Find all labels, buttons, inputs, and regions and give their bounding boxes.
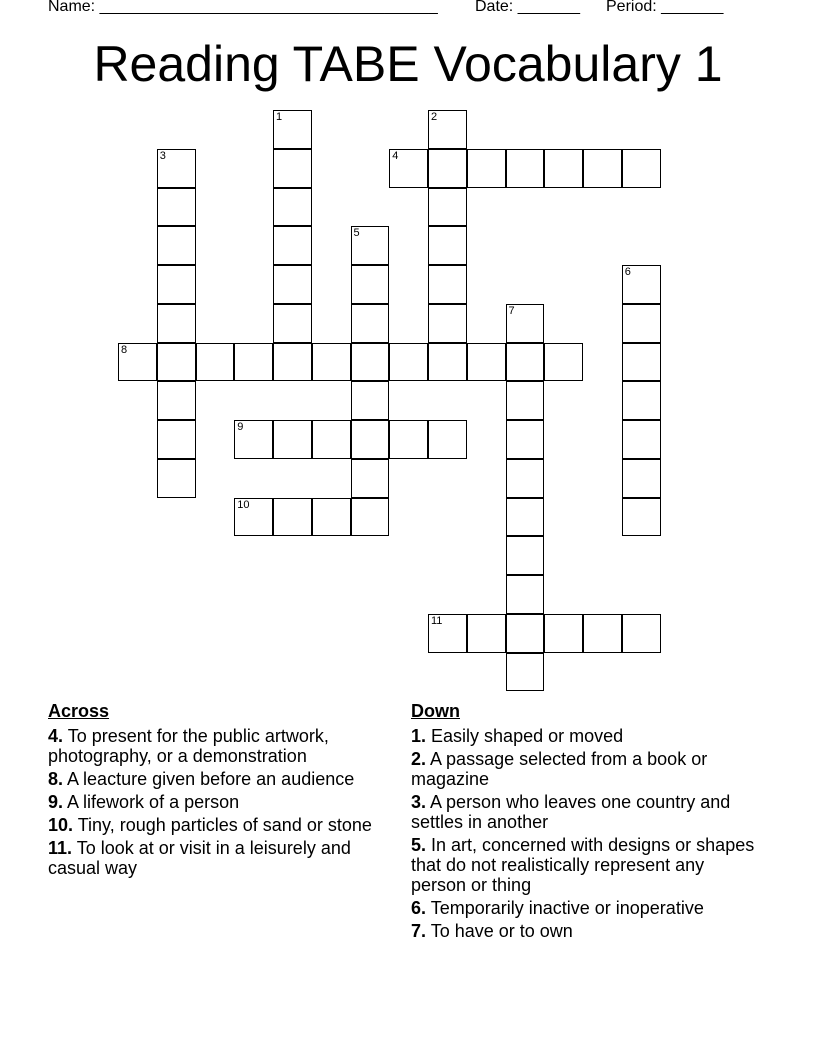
crossword-cell[interactable]	[428, 420, 467, 459]
crossword-cell[interactable]	[157, 149, 196, 188]
crossword-cell[interactable]	[583, 149, 622, 188]
crossword-cell[interactable]	[467, 149, 506, 188]
clue-number: 10	[237, 498, 250, 511]
clue-number: 3	[159, 149, 166, 162]
crossword-cell[interactable]	[428, 343, 467, 382]
crossword-cell[interactable]	[506, 149, 545, 188]
crossword-cell[interactable]	[622, 459, 661, 498]
crossword-cell[interactable]	[506, 381, 545, 420]
crossword-cell[interactable]	[467, 343, 506, 382]
crossword-cell[interactable]	[312, 343, 351, 382]
crossword-cell[interactable]	[467, 614, 506, 653]
crossword-cell[interactable]	[428, 265, 467, 304]
crossword-cell[interactable]	[196, 343, 235, 382]
crossword-cell[interactable]	[506, 459, 545, 498]
across-clues	[48, 700, 393, 881]
crossword-cell[interactable]	[622, 265, 661, 304]
crossword-cell[interactable]	[428, 188, 467, 227]
crossword-cell[interactable]	[157, 304, 196, 343]
clue-number: 6	[624, 266, 631, 278]
across-clue: 9. A lifework of a person	[48, 792, 240, 812]
clue-number: 4	[392, 149, 399, 162]
crossword-cell[interactable]	[273, 420, 312, 459]
crossword-cell[interactable]	[312, 420, 351, 459]
crossword-cell[interactable]	[351, 265, 390, 304]
crossword-cell[interactable]	[273, 110, 312, 149]
crossword-cell[interactable]	[506, 498, 545, 537]
across-clue: 4. To present for the public artwork, photography, or a demonstration	[48, 726, 329, 766]
crossword-cell[interactable]	[157, 459, 196, 498]
crossword-cell[interactable]	[273, 226, 312, 265]
crossword-cell[interactable]	[389, 343, 428, 382]
name-field-label[interactable]: Name: ______________________________________	[48, 0, 438, 15]
across-heading: Across	[48, 701, 110, 721]
crossword-cell[interactable]	[273, 188, 312, 227]
down-clues	[411, 700, 756, 944]
crossword-cell[interactable]	[583, 614, 622, 653]
crossword-cell[interactable]	[506, 653, 545, 692]
crossword-cell[interactable]	[157, 420, 196, 459]
page-title: Reading TABE Vocabulary 1	[93, 36, 723, 92]
clue-number: 5	[353, 227, 360, 240]
crossword-cell[interactable]	[118, 343, 157, 382]
crossword-cell[interactable]	[428, 614, 467, 653]
down-clue: 7. To have or to own	[411, 921, 573, 941]
crossword-cell[interactable]	[389, 149, 428, 188]
crossword-cell[interactable]	[506, 304, 545, 343]
crossword-cell[interactable]	[544, 343, 583, 382]
crossword-cell[interactable]	[273, 343, 312, 382]
down-clue: 3. A person who leaves one country and settles in another	[411, 792, 731, 832]
crossword-cell[interactable]	[351, 420, 390, 459]
crossword-cell[interactable]	[351, 226, 390, 265]
crossword-cell[interactable]	[622, 420, 661, 459]
clue-number: 9	[237, 421, 244, 433]
down-clue: 1. Easily shaped or moved	[411, 726, 624, 746]
crossword-cell[interactable]	[622, 381, 661, 420]
crossword-cell[interactable]	[506, 420, 545, 459]
crossword-cell[interactable]	[273, 498, 312, 537]
crossword-cell[interactable]	[273, 149, 312, 188]
crossword-cell[interactable]	[157, 381, 196, 420]
crossword-cell[interactable]	[157, 343, 196, 382]
crossword-cell[interactable]	[428, 304, 467, 343]
crossword-cell[interactable]	[389, 420, 428, 459]
crossword-cell[interactable]	[506, 536, 545, 575]
down-heading: Down	[411, 701, 460, 721]
clue-number: 7	[508, 304, 515, 317]
across-clue: 8. A leacture given before an audience	[48, 769, 355, 789]
crossword-cell[interactable]	[506, 614, 545, 653]
crossword-cell[interactable]	[157, 226, 196, 265]
crossword-cell[interactable]	[428, 149, 467, 188]
crossword-cell[interactable]	[351, 498, 390, 537]
crossword-cell[interactable]	[622, 614, 661, 653]
date-field-label[interactable]: Date: _______	[475, 0, 580, 15]
crossword-cell[interactable]	[622, 304, 661, 343]
crossword-cell[interactable]	[273, 265, 312, 304]
clue-number: 11	[431, 614, 443, 627]
crossword-cell[interactable]	[544, 614, 583, 653]
down-clue: 2. A passage selected from a book or magazine	[411, 749, 708, 789]
crossword-cell[interactable]	[622, 498, 661, 537]
clue-number: 2	[431, 111, 438, 123]
clue-number: 1	[276, 111, 283, 123]
crossword-cell[interactable]	[157, 265, 196, 304]
across-clue: 10. Tiny, rough particles of sand or stone	[48, 815, 372, 835]
crossword-cell[interactable]	[234, 343, 273, 382]
crossword-cell[interactable]	[351, 343, 390, 382]
crossword-cell[interactable]	[157, 188, 196, 227]
crossword-cell[interactable]	[351, 304, 390, 343]
period-field-label[interactable]: Period: _______	[606, 0, 724, 15]
down-clue: 6. Temporarily inactive or inoperative	[411, 898, 704, 918]
crossword-cell[interactable]	[622, 149, 661, 188]
crossword-cell[interactable]	[234, 420, 273, 459]
crossword-cell[interactable]	[351, 459, 390, 498]
crossword-cell[interactable]	[544, 149, 583, 188]
across-clue: 11. To look at or visit in a leisurely and casual way	[48, 838, 351, 878]
down-clue: 5. In art, concerned with designs or shapes that do not realistically represent any person or thing	[411, 835, 755, 895]
crossword-cell[interactable]	[428, 110, 467, 149]
crossword-cell[interactable]	[273, 304, 312, 343]
crossword-cell[interactable]	[622, 343, 661, 382]
crossword-cell[interactable]	[506, 343, 545, 382]
crossword-cell[interactable]	[506, 575, 545, 614]
clue-number: 8	[121, 343, 128, 356]
crossword-cell[interactable]	[312, 498, 351, 537]
crossword-cell[interactable]	[428, 226, 467, 265]
crossword-cell[interactable]	[234, 498, 273, 537]
crossword-cell[interactable]	[351, 381, 390, 420]
